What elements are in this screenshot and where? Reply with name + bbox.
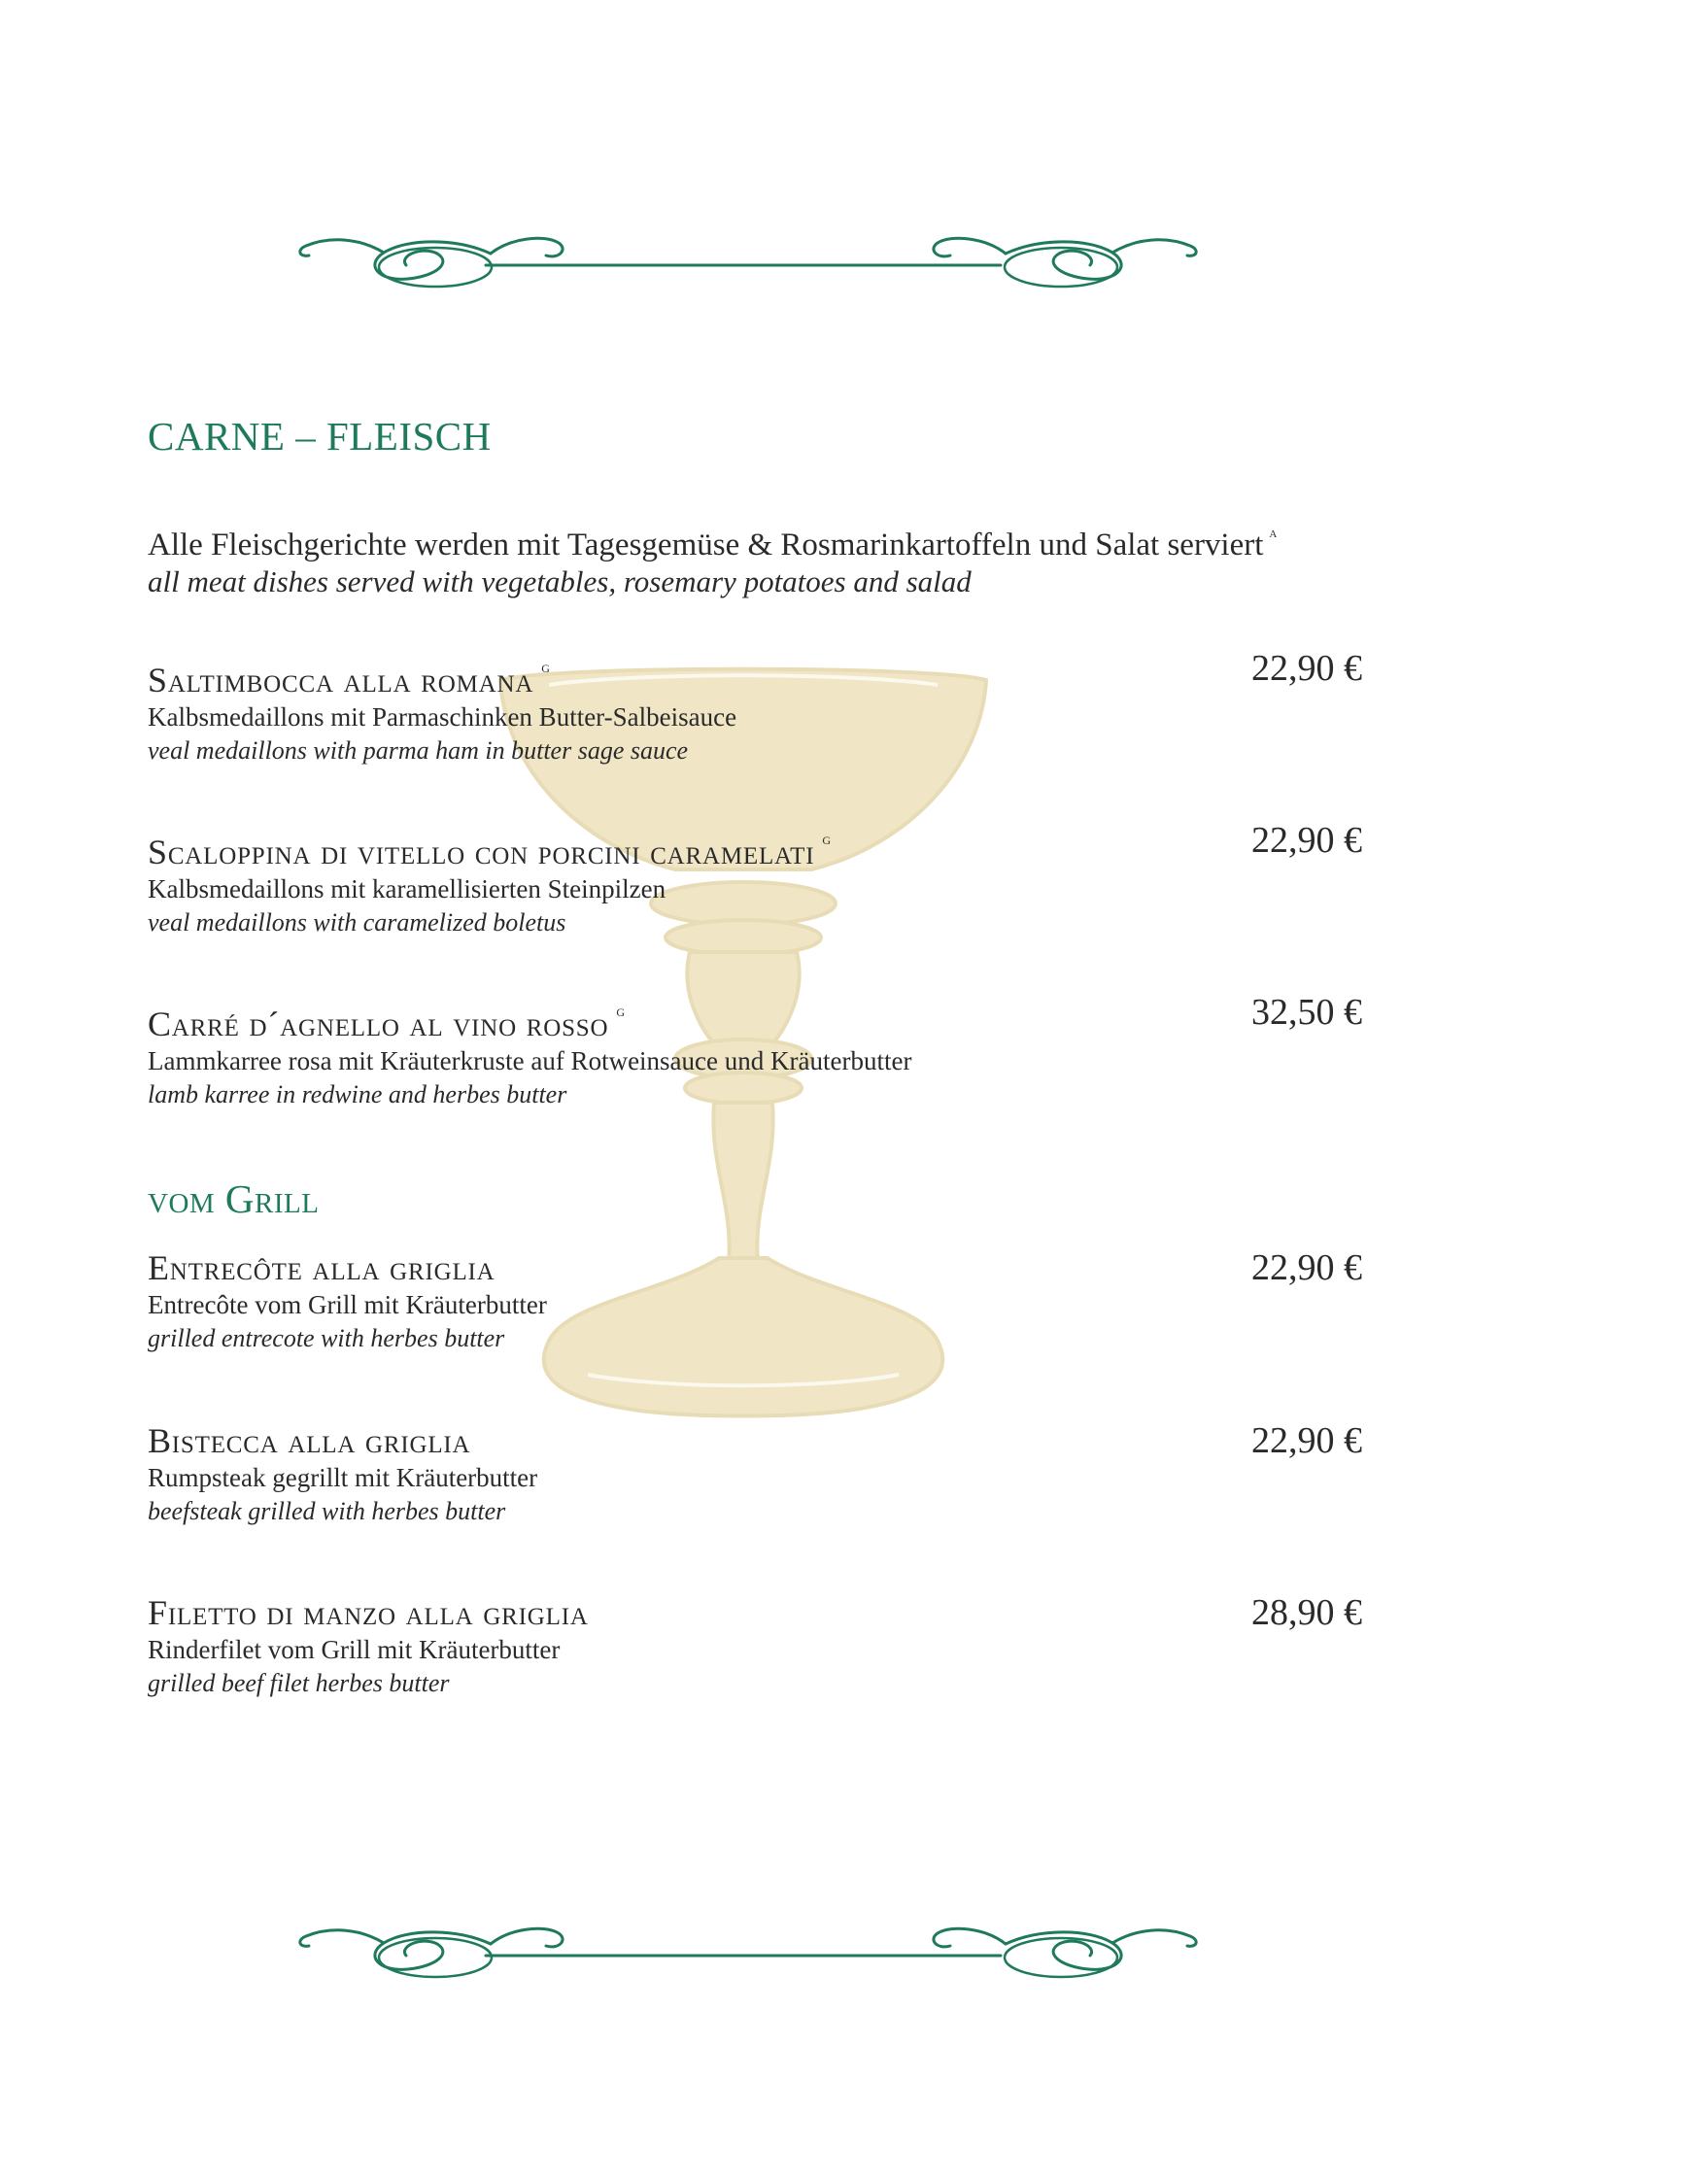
intro-english: all meat dishes served with vegetables, rosemary potatoes and salad — [148, 564, 972, 598]
dish-description-english: grilled beef filet herbes butter — [148, 1669, 450, 1697]
dish-item — [148, 1421, 1362, 1528]
dish-price: 22,90 € — [1251, 648, 1362, 689]
dish-description-german: Rumpsteak gegrillt mit Kräuterbutter — [148, 1463, 538, 1492]
allergen-mark: G — [616, 1005, 626, 1019]
intro-note — [148, 515, 1277, 599]
allergen-mark: G — [822, 834, 832, 847]
bottom-flourish-icon — [291, 1899, 1205, 1987]
dish-name-text: Carré d´agnello al vino rosso — [148, 1005, 609, 1043]
dish-name-text: Scaloppina di vitello con porcini caramelati — [148, 833, 815, 871]
dish-item — [148, 649, 1362, 767]
dish-description-english: lamb karree in redwine and herbes butter — [148, 1080, 567, 1108]
dish-description-german: Kalbsmedaillons mit Parmaschinken Butter-Salbeisauce — [148, 702, 737, 732]
dish-description-english: grilled entrecote with herbes butter — [148, 1324, 505, 1352]
dish-item — [148, 821, 1362, 939]
dish-name-text: Saltimbocca alla romana — [148, 661, 534, 699]
dish-item — [148, 1593, 1362, 1700]
dish-name — [148, 821, 1362, 871]
dish-description-english: veal medaillons with parma ham in butter sage sauce — [148, 736, 689, 765]
dish-price: 22,90 € — [1251, 820, 1362, 861]
dish-description-german: Rinderfilet vom Grill mit Kräuterbutter — [148, 1635, 561, 1664]
intro-german — [148, 515, 1277, 564]
section-title-carne: CARNE – FLEISCH — [148, 414, 492, 459]
dish-price: 32,50 € — [1251, 992, 1362, 1033]
dish-description-german: Entrecôte vom Grill mit Kräuterbutter — [148, 1290, 547, 1319]
dish-name: Filetto di manzo alla griglia — [148, 1593, 589, 1632]
intro-german-text: Alle Fleischgerichte werden mit Tagesgemüse & Rosmarinkartoffeln und Salat serviert — [148, 528, 1264, 562]
section-title-grill: vom Grill — [148, 1176, 320, 1221]
dish-description-german: Kalbsmedaillons mit karamellisierten Steinpilzen — [148, 874, 666, 903]
dish-item — [148, 1248, 1362, 1355]
dish-description-english: beefsteak grilled with herbes butter — [148, 1497, 506, 1525]
dish-name: Entrecôte alla griglia — [148, 1248, 495, 1287]
dish-price: 22,90 € — [1251, 1247, 1362, 1288]
allergen-mark: A — [1269, 528, 1278, 540]
dish-price: 28,90 € — [1251, 1592, 1362, 1633]
top-flourish-icon — [291, 209, 1205, 296]
dish-description-english: veal medaillons with caramelized boletus — [148, 908, 566, 937]
allergen-mark: G — [541, 662, 551, 675]
dish-name — [148, 993, 1362, 1043]
dish-name — [148, 649, 1362, 699]
dish-item — [148, 993, 1362, 1111]
dish-description-german: Lammkarree rosa mit Kräuterkruste auf Rotweinsauce und Kräuterbutter — [148, 1046, 912, 1075]
dish-price: 22,90 € — [1251, 1420, 1362, 1461]
dish-name: Bistecca alla griglia — [148, 1421, 471, 1460]
